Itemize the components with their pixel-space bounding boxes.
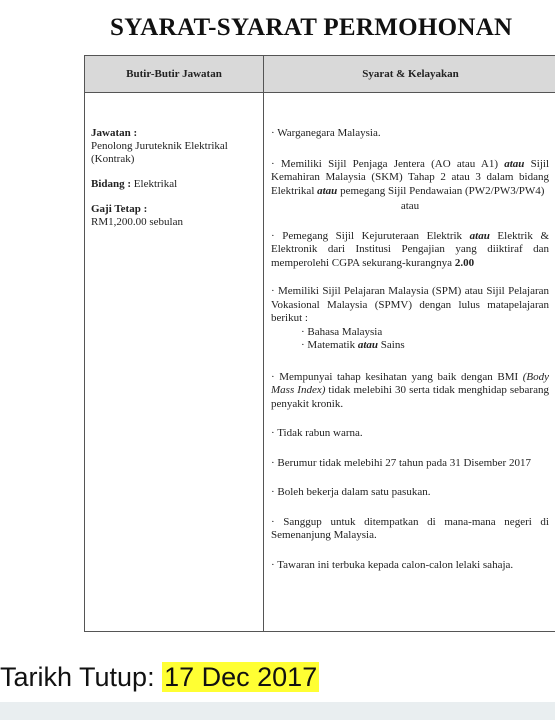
closing-date — [0, 662, 319, 693]
req3-cgpa: 2.00 — [454, 256, 475, 269]
requirement-gender: · Tawaran ini terbuka kepada calon-calon lelaki sahaja. — [271, 558, 514, 571]
spm-subject-list — [271, 326, 549, 353]
req2-atau-2: atau — [317, 184, 338, 197]
bidang-value: Elektrikal — [133, 178, 178, 190]
bottom-bar — [0, 702, 555, 720]
jawatan-value: Penolong Juruteknik Elektrikal (Kontrak) — [91, 140, 228, 165]
gaji-value: RM1,200.00 sebulan — [91, 216, 183, 228]
req2-atau-1: atau — [504, 157, 525, 170]
requirement-diploma — [271, 230, 549, 271]
req5-text-c: tidak melebihi 30 serta tidak menghidap sebarang penyakit kronik. — [271, 384, 549, 410]
requirement-teamwork: · Boleh bekerja dalam satu pasukan. — [271, 486, 431, 498]
jawatan-label: Jawatan : — [91, 127, 138, 139]
subject-math-science — [271, 339, 549, 353]
closing-date-value: 17 Dec 2017 — [164, 662, 318, 692]
requirement-age: · Berumur tidak melebihi 27 tahun pada 31 Disember 2017 — [271, 456, 531, 469]
requirement-spm: · Memiliki Sijil Pelajaran Malaysia (SPM) atau Sijil Pelajaran Vokasional Malaysia (SPMV) dengan lulus matapelajaran berikut : — [271, 285, 549, 324]
req3-text-a: · Pemegang Sijil Kejuruteraan Elektrik — [271, 229, 470, 242]
sub2-text-a: · Matematik — [301, 339, 358, 351]
gaji-label: Gaji Tetap : — [91, 203, 148, 215]
job-details-cell — [85, 93, 264, 632]
table-row — [85, 93, 555, 632]
header-requirements: Syarat & Kelayakan — [264, 56, 555, 93]
requirement-placement: · Sanggup untuk ditempatkan di mana-mana negeri di Semenanjung Malaysia. — [271, 515, 549, 541]
req5-text-a: · Mempunyai tahap kesihatan yang baik dengan BMI — [271, 370, 523, 383]
or-separator: atau — [400, 200, 420, 212]
sub2-atau: atau — [357, 339, 379, 351]
header-job-details: Butir-Butir Jawatan — [85, 56, 264, 93]
subject-bahasa-malaysia: · Bahasa Malaysia — [301, 325, 383, 338]
requirement-color-vision: · Tidak rabun warna. — [271, 427, 363, 439]
requirement-health — [271, 371, 549, 412]
requirement-certificate — [271, 158, 549, 199]
sub2-text-c: Sains — [378, 339, 405, 351]
page-title: SYARAT-SYARAT PERMOHONAN — [110, 14, 513, 41]
bidang-label: Bidang : — [91, 178, 132, 190]
requirements-cell — [264, 93, 555, 632]
table-header-row — [85, 56, 555, 93]
req2-text-e: pemegang Sijil Pendawaian (PW2/PW3/PW4) — [337, 184, 545, 197]
req3-text-c: Elektrik & Elektronik dari Institusi Pengajian yang diiktiraf dan memperolehi CGPA sekurang-kurangnya — [271, 229, 550, 269]
closing-date-label: Tarikh Tutup: — [0, 662, 163, 692]
req5-bmi: (Body Mass Index) — [271, 370, 549, 396]
requirement-citizenship: · Warganegara Malaysia. — [271, 127, 381, 139]
req3-atau: atau — [469, 229, 490, 242]
req2-text-c: Sijil Kemahiran Malaysia (SKM) Tahap 2 atau 3 dalam bidang Elektrikal — [271, 157, 550, 197]
req2-text-a: · Memiliki Sijil Penjaga Jentera (AO atau A1) — [271, 157, 505, 170]
requirements-table — [84, 55, 555, 632]
